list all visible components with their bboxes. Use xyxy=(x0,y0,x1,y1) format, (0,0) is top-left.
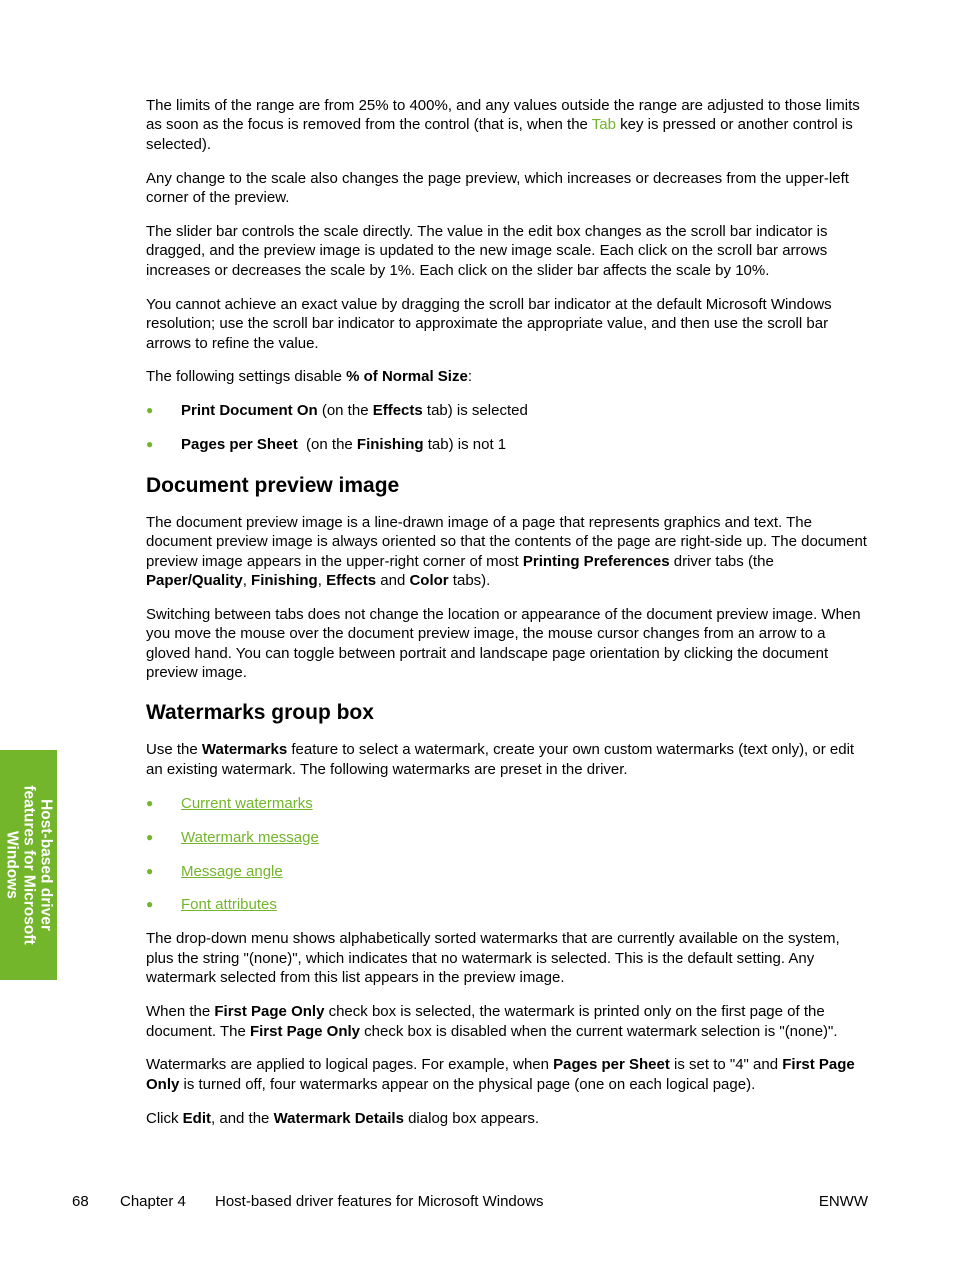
text: and xyxy=(376,571,410,589)
paragraph-range-limits xyxy=(146,96,868,154)
link-message-angle[interactable]: Message angle xyxy=(181,862,283,880)
text: The document preview image is a line-drawn image of a page that represents graphics and text. The document preview image is always oriented so that the contents of the page are right-side up. The document preview image appears in the upper-right corner of most xyxy=(146,513,867,570)
text: Click xyxy=(146,1109,183,1127)
heading-watermarks-group-box: Watermarks group box xyxy=(146,701,374,725)
bold-text: Effects xyxy=(326,571,377,589)
paragraph-click-edit xyxy=(146,1109,868,1128)
text: driver tabs (the xyxy=(669,552,774,570)
text: Use the xyxy=(146,741,202,759)
chapter-side-tab xyxy=(0,750,57,980)
paragraph-exact-value: You cannot achieve an exact value by dragging the scroll bar indicator at the default Microsoft Windows resolution; use the scroll bar indicator to approximate the appropriate value, and then use the scroll bar arrows to refine the value. xyxy=(146,295,832,352)
bold-text: Finishing xyxy=(251,571,318,589)
text: When the xyxy=(146,1003,215,1021)
text: check box is selected, the watermark is printed only on the first page of the document. The xyxy=(146,1003,825,1040)
page-number: 68 xyxy=(72,1193,89,1210)
chapter-title: Host-based driver features for Microsoft Windows xyxy=(215,1193,544,1210)
text: (on the xyxy=(317,402,373,420)
text: , xyxy=(242,571,252,589)
bullet-icon: ● xyxy=(146,863,154,878)
bullet-icon: ● xyxy=(146,829,154,844)
text: tab) is selected xyxy=(422,402,528,420)
bold-text: Watermark Details xyxy=(273,1109,404,1127)
bullet-icon: ● xyxy=(146,795,154,810)
text: tab) is not 1 xyxy=(423,436,507,454)
text: , xyxy=(317,571,327,589)
tab-key-label: Tab xyxy=(591,116,616,134)
bold-text: Effects xyxy=(372,402,423,420)
bold-text: Edit xyxy=(182,1109,212,1127)
paragraph-scale-preview: Any change to the scale also changes the page preview, which increases or decreases from the upper-left corner of the preview. xyxy=(146,169,849,207)
bold-text: Print Document On xyxy=(181,402,318,420)
text: is turned off, four watermarks appear on the physical page (one on each logical page). xyxy=(179,1075,756,1093)
side-tab-line: Windows xyxy=(3,831,20,899)
main-content xyxy=(146,96,868,1143)
text: is set to "4" and xyxy=(669,1056,783,1074)
paragraph-preview-tabs: Switching between tabs does not change the location or appearance of the document preview image. When you move the mouse over the document preview image, the mouse cursor changes from an arrow to a gloved hand. You can toggle between portrait and landscape page orientation by clicking the document preview image. xyxy=(146,605,861,682)
bullet-icon: ● xyxy=(146,403,154,418)
link-font-attributes[interactable]: Font attributes xyxy=(181,896,277,914)
text: Watermarks are applied to logical pages. For example, when xyxy=(146,1056,554,1074)
text: tabs). xyxy=(448,571,491,589)
disable-settings-list xyxy=(146,401,868,454)
bold-text: Watermarks xyxy=(201,741,288,759)
link-watermark-message[interactable]: Watermark message xyxy=(181,828,319,846)
list-item xyxy=(146,435,868,454)
bold-text: Pages per Sheet xyxy=(181,436,298,454)
side-tab-line: Host-based driver xyxy=(37,799,54,931)
text: key is pressed or another control is selected). xyxy=(146,116,853,153)
paragraph-logical-pages xyxy=(146,1055,868,1094)
bold-text: Printing Preferences xyxy=(522,552,670,570)
bold-text: First Page Only xyxy=(214,1003,325,1021)
paragraph-dropdown-menu: The drop-down menu shows alphabetically sorted watermarks that are currently available on the system, plus the string "(none)", which indicates that no watermark is selected. This is the default setting. Any watermark selected from this list appears in the preview image. xyxy=(146,930,840,987)
text: , and the xyxy=(211,1109,274,1127)
paragraph-first-page-only xyxy=(146,1002,868,1041)
bold-text: Color xyxy=(409,571,449,589)
chapter-label: Chapter 4 xyxy=(120,1193,186,1210)
bold-text: Finishing xyxy=(356,436,424,454)
list-item xyxy=(146,862,868,881)
side-tab-label xyxy=(3,750,54,980)
text: feature to select a watermark, create your own custom watermarks (text only), or edit an existing watermark. The following watermarks are preset in the driver. xyxy=(146,741,855,778)
link-current-watermarks[interactable]: Current watermarks xyxy=(181,794,313,812)
bold-text: % of Normal Size xyxy=(346,368,468,386)
list-item xyxy=(146,401,868,420)
list-item xyxy=(146,794,868,813)
bold-text: Pages per Sheet xyxy=(553,1056,670,1074)
text: dialog box appears. xyxy=(403,1109,540,1127)
paragraph-watermarks-intro xyxy=(146,740,868,779)
list-item xyxy=(146,828,868,847)
paragraph-preview-description xyxy=(146,513,868,591)
bullet-icon: ● xyxy=(146,437,154,452)
list-item xyxy=(146,895,868,914)
document-code: ENWW xyxy=(818,1193,868,1210)
bold-text: Paper/Quality xyxy=(146,571,243,589)
bold-text: First Page Only xyxy=(146,1056,855,1093)
text: The limits of the range are from 25% to 400%, and any values outside the range are adjusted to those limits as soon as the focus is removed from the control (that is, when the xyxy=(146,97,860,134)
paragraph-slider-bar: The slider bar controls the scale directly. The value in the edit box changes as the scroll bar indicator is dragged, and the preview image is updated to the new image scale. Each click on the scroll bar arrows increases or decreases the scale by 1%. Each click on the slider bar affects the scale by 10%. xyxy=(146,223,828,279)
text: (on the xyxy=(297,436,357,454)
bold-text: First Page Only xyxy=(249,1022,360,1040)
text: check box is disabled when the current watermark selection is "(none)". xyxy=(360,1022,838,1040)
text: The following settings disable xyxy=(146,368,347,386)
paragraph-settings-disable xyxy=(146,367,868,386)
bullet-icon: ● xyxy=(146,897,154,912)
side-tab-line: features for Microsoft xyxy=(20,785,37,945)
text: : xyxy=(467,368,472,386)
watermark-links-list xyxy=(146,794,868,915)
heading-document-preview-image: Document preview image xyxy=(146,473,400,497)
